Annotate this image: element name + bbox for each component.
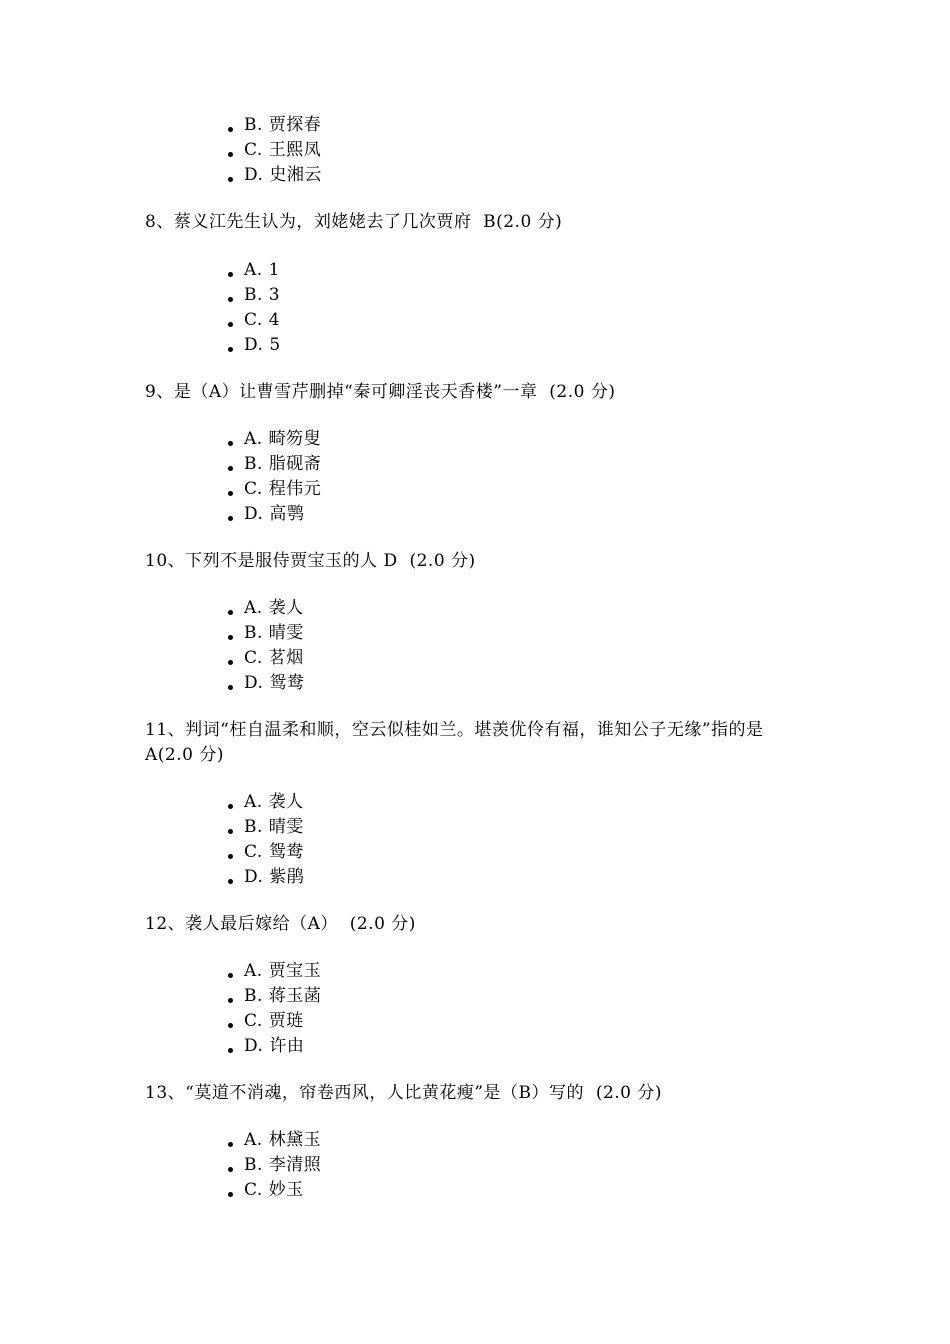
previous-question-options: [228, 113, 322, 188]
option-text: A. 贾宝玉: [244, 961, 322, 981]
question-11-options: [228, 790, 304, 890]
option-text: B. 晴雯: [244, 623, 304, 643]
option-item: [228, 427, 321, 452]
bullet-icon: [228, 635, 233, 640]
option-item: [228, 1034, 321, 1059]
option-text: A. 袭人: [244, 598, 304, 618]
bullet-icon: [228, 177, 233, 182]
bullet-icon: [228, 973, 233, 978]
question-13: 13、“莫道不消魂，帘卷西风，人比黄花瘦”是（B）写的 (2.0 分): [145, 1083, 663, 1103]
option-text: C. 茗烟: [244, 648, 304, 668]
option-text: D. 鸳鸯: [244, 673, 305, 693]
bullet-icon: [228, 854, 233, 859]
option-item: [228, 477, 321, 502]
option-item: [228, 840, 304, 865]
option-item: [228, 1153, 321, 1178]
question-9: 9、是（A）让曹雪芹删掉“秦可卿淫丧天香楼”一章 (2.0 分): [145, 382, 616, 402]
option-text: B. 蒋玉菡: [244, 986, 322, 1006]
bullet-icon: [228, 441, 233, 446]
option-text: A. 1: [244, 260, 280, 280]
bullet-icon: [228, 1142, 233, 1147]
option-text: C. 妙玉: [244, 1180, 304, 1200]
option-item: [228, 502, 321, 527]
bullet-icon: [228, 879, 233, 884]
option-text: B. 脂砚斋: [244, 454, 322, 474]
bullet-icon: [228, 660, 233, 665]
option-item: [228, 283, 281, 308]
question-12: 12、袭人最后嫁给（A） (2.0 分): [145, 914, 416, 934]
option-item: [228, 865, 304, 890]
option-text: A. 畸笏叟: [244, 429, 322, 449]
option-item: [228, 1009, 321, 1034]
option-text: D. 5: [244, 335, 281, 355]
bullet-icon: [228, 127, 233, 132]
option-item: [228, 333, 281, 358]
option-item: [228, 163, 322, 188]
question-9-options: [228, 427, 321, 527]
bullet-icon: [228, 491, 233, 496]
option-text: D. 高鹗: [244, 504, 305, 524]
option-text: B. 晴雯: [244, 817, 304, 837]
option-item: [228, 308, 281, 333]
option-text: C. 王熙凤: [244, 140, 322, 160]
question-8-options: [228, 258, 281, 358]
option-text: C. 鸳鸯: [244, 842, 304, 862]
option-text: B. 李清照: [244, 1155, 322, 1175]
option-text: C. 4: [244, 310, 281, 330]
question-11: 11、判词“枉自温柔和顺，空云似桂如兰。堪羡优伶有福，谁知公子无缘”指的是 A(2.0 分): [145, 720, 776, 765]
bullet-icon: [228, 347, 233, 352]
option-item: [228, 815, 304, 840]
question-13-options: [228, 1128, 321, 1203]
bullet-icon: [228, 297, 233, 302]
option-item: [228, 984, 321, 1009]
bullet-icon: [228, 516, 233, 521]
bullet-icon: [228, 610, 233, 615]
option-item: [228, 1178, 321, 1203]
bullet-icon: [228, 1167, 233, 1172]
option-text: D. 紫鹃: [244, 867, 305, 887]
option-item: [228, 452, 321, 477]
option-text: D. 史湘云: [244, 165, 322, 185]
option-item: [228, 596, 304, 621]
option-text: B. 3: [244, 285, 281, 305]
bullet-icon: [228, 804, 233, 809]
bullet-icon: [228, 1048, 233, 1053]
bullet-icon: [228, 1192, 233, 1197]
question-10: 10、下列不是服侍贾宝玉的人 D (2.0 分): [145, 551, 476, 571]
option-text: C. 贾琏: [244, 1011, 304, 1031]
bullet-icon: [228, 1023, 233, 1028]
question-12-options: [228, 959, 321, 1059]
bullet-icon: [228, 466, 233, 471]
bullet-icon: [228, 829, 233, 834]
option-item: [228, 671, 304, 696]
bullet-icon: [228, 322, 233, 327]
bullet-icon: [228, 152, 233, 157]
option-text: B. 贾探春: [244, 115, 322, 135]
bullet-icon: [228, 998, 233, 1003]
bullet-icon: [228, 685, 233, 690]
option-item: [228, 113, 322, 138]
option-item: [228, 621, 304, 646]
bullet-icon: [228, 272, 233, 277]
option-item: [228, 646, 304, 671]
option-item: [228, 790, 304, 815]
option-item: [228, 138, 322, 163]
question-10-options: [228, 596, 304, 696]
option-text: D. 许由: [244, 1036, 305, 1056]
question-8: 8、蔡义江先生认为，刘姥姥去了几次贾府 B(2.0 分): [145, 212, 563, 232]
option-item: [228, 959, 321, 984]
option-text: C. 程伟元: [244, 479, 322, 499]
option-item: [228, 258, 281, 283]
option-text: A. 林黛玉: [244, 1130, 322, 1150]
option-item: [228, 1128, 321, 1153]
option-text: A. 袭人: [244, 792, 304, 812]
